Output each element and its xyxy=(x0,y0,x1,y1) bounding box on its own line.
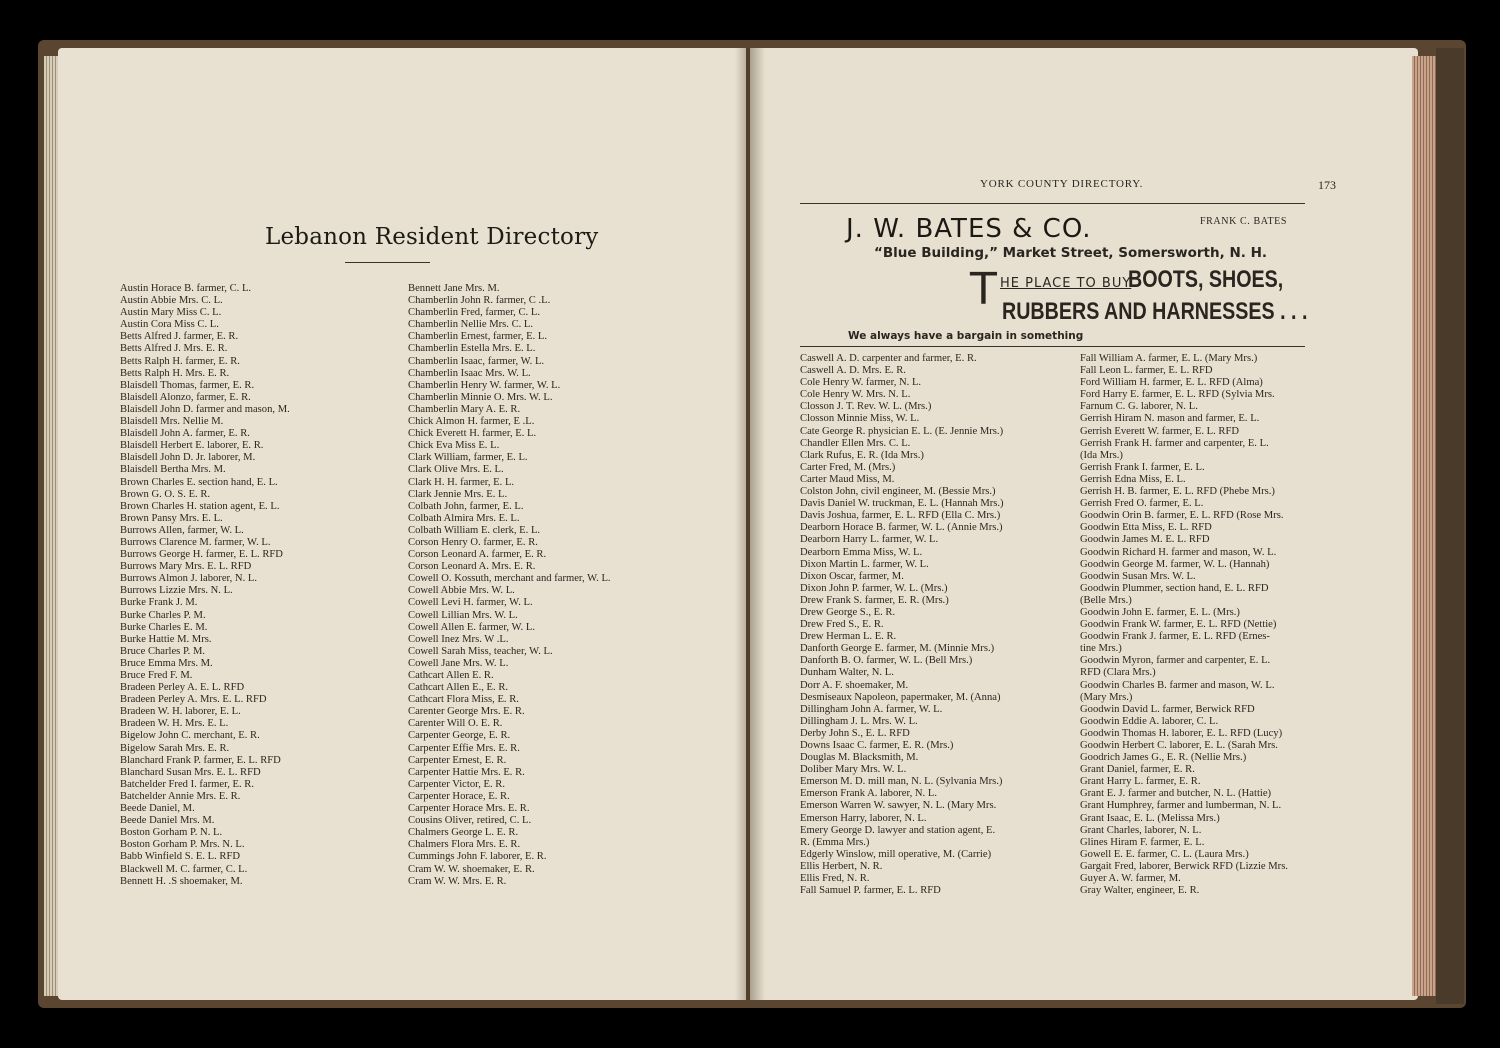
ad-rule xyxy=(800,346,1305,347)
header-rule xyxy=(800,203,1305,204)
ad-company-name: J. W. BATES & CO. xyxy=(846,214,1092,244)
directory-entry: Cole Henry W. farmer, N. L. xyxy=(800,377,922,389)
directory-entry: Grant Charles, laborer, N. L. xyxy=(1080,824,1202,836)
directory-entry: Cowell O. Kossuth, merchant and farmer, W. L. xyxy=(408,573,611,585)
directory-entry: Goodwin Orin B. farmer, E. L. RFD (Rose Mrs. xyxy=(1080,510,1284,522)
directory-entry: Gowell E. E. farmer, C. L. (Laura Mrs.) xyxy=(1080,848,1249,860)
directory-entry: Ford William H. farmer, E. L. RFD (Alma) xyxy=(1080,377,1263,389)
directory-entry: Goodwin David L. farmer, Berwick RFD xyxy=(1080,703,1255,715)
directory-entry: Blaisdell Mrs. Nellie M. xyxy=(120,416,224,428)
directory-entry: Austin Mary Miss C. L. xyxy=(120,307,222,319)
directory-entry: Chamberlin Mary A. E. R. xyxy=(408,403,521,415)
directory-entry: Gerrish Frank I. farmer, E. L. xyxy=(1080,461,1205,473)
directory-entry: Drew George S., E. R. xyxy=(800,606,896,618)
directory-entry: Drew Fred S., E. R. xyxy=(800,619,884,631)
directory-entry: Dixon Martin L. farmer, W. L. xyxy=(800,558,929,570)
directory-entry: Douglas M. Blacksmith, M. xyxy=(800,752,919,764)
directory-entry: Dearborn Harry L. farmer, W. L. xyxy=(800,534,939,546)
directory-entry: Bradeen Perley A. Mrs. E. L. RFD xyxy=(120,694,267,706)
directory-entry: Goodwin James M. E. L. RFD xyxy=(1080,534,1210,546)
directory-entry: Betts Alfred J. Mrs. E. R. xyxy=(120,343,228,355)
directory-entry: Clark Jennie Mrs. E. L. xyxy=(408,488,508,500)
directory-entry: Fall Samuel P. farmer, E. L. RFD xyxy=(800,885,941,897)
directory-entry: Burke Charles E. M. xyxy=(120,621,208,633)
directory-entry: Brown Charles H. station agent, E. L. xyxy=(120,500,280,512)
directory-entry: Austin Cora Miss C. L. xyxy=(120,319,219,331)
directory-entry: Burke Charles P. M. xyxy=(120,609,206,621)
directory-entry: Bradeen W. H. Mrs. E. L. xyxy=(120,718,229,730)
directory-entry: Chalmers George L. E. R. xyxy=(408,827,519,839)
directory-entry: Corson Henry O. farmer, E. R. xyxy=(408,536,538,548)
directory-entry: Davis Daniel W. truckman, E. L. (Hannah Mrs.) xyxy=(800,498,1004,510)
directory-entry: Goodwin Etta Miss, E. L. RFD xyxy=(1080,522,1212,534)
ad-tagline: We always have a bargain in something xyxy=(848,330,1084,342)
directory-entry: Chamberlin John R. farmer, C .L. xyxy=(408,295,551,307)
directory-entry: Bennett Jane Mrs. M. xyxy=(408,283,500,294)
directory-entry: Caswell A. D. Mrs. E. R. xyxy=(800,365,906,377)
directory-entry: Burke Frank J. M. xyxy=(120,597,198,609)
directory-entry: Goodwin Susan Mrs. W. L. xyxy=(1080,570,1196,582)
directory-entry: Emerson Harry, laborer, N. L. xyxy=(800,812,927,824)
directory-entry: Cummings John F. laborer, E. R. xyxy=(408,851,547,863)
directory-entry: Carpenter Ernest, E. R. xyxy=(408,754,507,766)
directory-entry: Clark Olive Mrs. E. L. xyxy=(408,464,504,476)
directory-entry: Goodwin Plummer, section hand, E. L. RFD xyxy=(1080,582,1269,594)
directory-entry: Cathcart Allen E., E. R. xyxy=(408,682,509,694)
directory-entry: Blanchard Susan Mrs. E. L. RFD xyxy=(120,766,261,778)
directory-entry: Gerrish H. B. farmer, E. L. RFD (Phebe Mrs.) xyxy=(1080,486,1275,498)
directory-entry: Goodwin Charles B. farmer and mason, W. L. xyxy=(1080,679,1275,691)
directory-entry: (Mary Mrs.) xyxy=(1080,691,1133,703)
directory-entry: Batchelder Annie Mrs. E. R. xyxy=(120,790,241,802)
directory-entry: Cowell Sarah Miss, teacher, W. L. xyxy=(408,645,553,657)
directory-entry: Goodrich James G., E. R. (Nellie Mrs.) xyxy=(1080,752,1247,764)
directory-entry: Danforth George E. farmer, M. (Minnie Mrs.) xyxy=(800,643,995,655)
directory-entry: Blackwell M. C. farmer, C. L. xyxy=(120,863,248,875)
directory-entry: Emerson M. D. mill man, N. L. (Sylvania Mrs.) xyxy=(800,776,1003,788)
directory-entry: Bigelow Sarah Mrs. E. R. xyxy=(120,742,230,754)
directory-entry: Brown Pansy Mrs. E. L. xyxy=(120,512,223,524)
directory-entry: Cathcart Allen E. R. xyxy=(408,670,494,681)
directory-entry: Emery George D. lawyer and station agent, E. xyxy=(800,824,996,836)
directory-entry: Danforth B. O. farmer, W. L. (Bell Mrs.) xyxy=(800,655,973,667)
directory-entry: Burke Hattie M. Mrs. xyxy=(120,633,212,645)
directory-entry: Gerrish Fred O. farmer, E. L. xyxy=(1080,498,1204,510)
directory-entry: Carenter Will O. E. R. xyxy=(408,718,503,730)
directory-entry: Goodwin George M. farmer, W. L. (Hannah) xyxy=(1080,558,1270,570)
directory-entry: Cole Henry W. Mrs. N. L. xyxy=(800,389,911,401)
directory-entry: Clark William, farmer, E. L. xyxy=(408,452,528,464)
directory-entry: Bennett H. .S shoemaker, M. xyxy=(120,875,243,887)
directory-entry: Blaisdell John D. Jr. laborer, M. xyxy=(120,452,256,464)
directory-entry: Desmiseaux Napoleon, papermaker, M. (Anna) xyxy=(800,691,1001,703)
page-number: 173 xyxy=(1318,178,1336,192)
directory-entry: Chamberlin Nellie Mrs. C. L. xyxy=(408,319,534,331)
directory-entry: Cousins Oliver, retired, C. L. xyxy=(408,815,532,827)
directory-entry: Chamberlin Henry W. farmer, W. L. xyxy=(408,379,561,391)
directory-entry: Closson J. T. Rev. W. L. (Mrs.) xyxy=(800,401,932,413)
directory-entry: Austin Abbie Mrs. C. L. xyxy=(120,295,223,307)
directory-entry: Corson Leonard A. Mrs. E. R. xyxy=(408,561,536,573)
directory-entry: Brown G. O. S. E. R. xyxy=(120,488,211,500)
directory-entry: Drew Herman L. E. R. xyxy=(800,631,897,643)
directory-entry: Austin Horace B. farmer, C. L. xyxy=(120,283,252,294)
directory-entry: Blaisdell John D. farmer and mason, M. xyxy=(120,403,290,415)
book-gutter xyxy=(735,48,765,1000)
directory-entry: Goodwin Herbert C. laborer, E. L. (Sarah Mrs. xyxy=(1080,740,1278,751)
directory-entry: Cowell Jane Mrs. W. L. xyxy=(408,657,509,669)
right-cover-edge xyxy=(1436,48,1464,1004)
directory-entry: Ellis Fred, N. R. xyxy=(800,873,870,885)
directory-column-a xyxy=(120,283,290,888)
directory-entry: Bruce Fred F. M. xyxy=(120,670,193,681)
directory-entry: Betts Alfred J. farmer, E. R. xyxy=(120,331,239,343)
ad-line1-big: BOOTS, SHOES, xyxy=(1128,266,1284,293)
directory-entry: Clark Rufus, E. R. (Ida Mrs.) xyxy=(800,449,924,461)
directory-entry: Goodwin John E. farmer, E. L. (Mrs.) xyxy=(1080,606,1240,618)
directory-entry: Gerrish Edna Miss, E. L. xyxy=(1080,473,1186,485)
directory-entry: Beede Daniel, M. xyxy=(120,803,195,815)
directory-entry: Betts Ralph H. farmer, E. R. xyxy=(120,355,240,367)
directory-entry: tine Mrs.) xyxy=(1080,643,1122,655)
directory-column-c xyxy=(800,353,1004,897)
directory-entry: Chamberlin Fred, farmer, C. L. xyxy=(408,307,540,319)
directory-entry: Emerson Frank A. laborer, N. L. xyxy=(800,788,937,800)
directory-entry: Caswell A. D. carpenter and farmer, E. R. xyxy=(800,353,977,364)
directory-entry: Cowell Abbie Mrs. W. L. xyxy=(408,585,515,597)
directory-entry: Chamberlin Estella Mrs. E. L. xyxy=(408,343,536,355)
directory-entry: Goodwin Frank W. farmer, E. L. RFD (Nettie) xyxy=(1080,619,1277,631)
directory-entry: Cowell Inez Mrs. W .L. xyxy=(408,633,509,645)
directory-entry: Bruce Emma Mrs. M. xyxy=(120,657,213,669)
ad-address: “Blue Building,” Market Street, Somersworth, N. H. xyxy=(874,245,1267,261)
directory-entry: Gerrish Frank H. farmer and carpenter, E. L. xyxy=(1080,437,1269,449)
directory-entry: Chalmers Flora Mrs. E. R. xyxy=(408,839,521,851)
directory-entry: Dillingham John A. farmer, W. L. xyxy=(800,703,943,715)
directory-entry: Gerrish Everett W. farmer, E. L. RFD xyxy=(1080,425,1240,437)
directory-entry: Fall Leon L. farmer, E. L. RFD xyxy=(1080,365,1213,377)
directory-entry: Goodwin Thomas H. laborer, E. L. RFD (Lucy) xyxy=(1080,727,1283,739)
directory-entry: Burrows Almon J. laborer, N. L. xyxy=(120,573,257,585)
directory-entry: Beede Daniel Mrs. M. xyxy=(120,815,215,827)
directory-entry: Goodwin Eddie A. laborer, C. L. xyxy=(1080,715,1219,727)
directory-column-d xyxy=(1080,353,1288,897)
right-page-edges xyxy=(1412,56,1436,996)
directory-entry: Drew Frank S. farmer, E. R. (Mrs.) xyxy=(800,594,949,606)
directory-entry: Chamberlin Isaac Mrs. W. L. xyxy=(408,367,531,379)
directory-entry: Derby John S., E. L. RFD xyxy=(800,727,910,739)
directory-entry: Grant Humphrey, farmer and lumberman, N. L. xyxy=(1080,800,1282,812)
directory-entry: Gerrish Hiram N. mason and farmer, E. L. xyxy=(1080,413,1260,425)
ad-line2: RUBBERS AND HARNESSES . . . xyxy=(1002,298,1308,325)
directory-entry: (Belle Mrs.) xyxy=(1080,594,1132,606)
page-title: Lebanon Resident Directory xyxy=(265,224,599,250)
directory-entry: Clark H. H. farmer, E. L. xyxy=(408,476,515,488)
directory-entry: Dixon Oscar, farmer, M. xyxy=(800,570,904,582)
directory-entry: Colbath William E. clerk, E. L. xyxy=(408,524,541,536)
directory-entry: Goodwin Richard H. farmer and mason, W. L. xyxy=(1080,546,1277,558)
directory-entry: Burrows Mary Mrs. E. L. RFD xyxy=(120,561,252,573)
directory-entry: Blanchard Frank P. farmer, E. L. RFD xyxy=(120,754,281,766)
directory-entry: Carpenter Horace, E. R. xyxy=(408,790,510,802)
directory-entry: Bigelow John C. merchant, E. R. xyxy=(120,730,260,742)
directory-entry: Boston Gorham P. N. L. xyxy=(120,827,223,839)
directory-column-b xyxy=(408,283,611,888)
directory-entry: Betts Ralph H. Mrs. E. R. xyxy=(120,367,230,379)
directory-entry: Chick Eva Miss E. L. xyxy=(408,440,500,452)
directory-entry: Colbath Almira Mrs. E. L. xyxy=(408,512,520,524)
directory-entry: Carter Fred, M. (Mrs.) xyxy=(800,461,896,473)
directory-entry: Gargait Fred, laborer, Berwick RFD (Lizzie Mrs. xyxy=(1080,860,1288,872)
directory-entry: Babb Winfield S. E. L. RFD xyxy=(120,851,241,863)
directory-entry: Carpenter George, E. R. xyxy=(408,730,511,742)
directory-entry: Cathcart Flora Miss, E. R. xyxy=(408,694,519,706)
directory-entry: Bruce Charles P. M. xyxy=(120,645,206,657)
directory-entry: Farnum C. G. laborer, N. L. xyxy=(1080,401,1198,413)
directory-entry: Blaisdell Herbert E. laborer, E. R. xyxy=(120,440,264,452)
directory-entry: Carpenter Effie Mrs. E. R. xyxy=(408,742,520,754)
directory-entry: Closson Minnie Miss, W. L. xyxy=(800,413,920,425)
directory-entry: Brown Charles E. section hand, E. L. xyxy=(120,476,278,488)
ad-initial-letter: T xyxy=(970,264,997,315)
directory-entry: Goodwin Frank J. farmer, E. L. RFD (Ernes- xyxy=(1080,631,1270,643)
directory-entry: Dorr A. F. shoemaker, M. xyxy=(800,679,909,691)
directory-entry: Chamberlin Minnie O. Mrs. W. L. xyxy=(408,391,553,403)
directory-entry: Blaisdell Bertha Mrs. M. xyxy=(120,464,226,476)
directory-entry: Ford Harry E. farmer, E. L. RFD (Sylvia Mrs. xyxy=(1080,389,1275,401)
directory-entry: Chamberlin Isaac, farmer, W. L. xyxy=(408,355,545,367)
directory-entry: Burrows George H. farmer, E. L. RFD xyxy=(120,549,283,561)
directory-entry: Carter Maud Miss, M. xyxy=(800,473,895,485)
directory-entry: Fall William A. farmer, E. L. (Mary Mrs.) xyxy=(1080,353,1258,364)
directory-entry: Chick Almon H. farmer, E .L. xyxy=(408,416,535,428)
directory-entry: Carpenter Horace Mrs. E. R. xyxy=(408,803,530,815)
directory-entry: Cram W. W. Mrs. E. R. xyxy=(408,875,507,887)
directory-entry: Colbath John, farmer, E. L. xyxy=(408,500,524,512)
directory-entry: Cram W. W. shoemaker, E. R. xyxy=(408,863,535,875)
directory-entry: Emerson Warren W. sawyer, N. L. (Mary Mrs. xyxy=(800,800,997,812)
directory-entry: Dearborn Emma Miss, W. L. xyxy=(800,546,923,558)
directory-entry: Grant Harry L. farmer, E. R. xyxy=(1080,776,1201,788)
directory-entry: Dixon John P. farmer, W. L. (Mrs.) xyxy=(800,582,948,594)
directory-entry: Gray Walter, engineer, E. R. xyxy=(1080,885,1200,897)
directory-entry: Doliber Mary Mrs. W. L. xyxy=(800,764,907,776)
directory-entry: Chandler Ellen Mrs. C. L. xyxy=(800,437,911,449)
directory-entry: Cowell Allen E. farmer, W. L. xyxy=(408,621,535,633)
directory-entry: Bradeen W. H. laborer, E. L. xyxy=(120,706,241,718)
directory-entry: Cowell Levi H. farmer, W. L. xyxy=(408,597,533,609)
directory-entry: Burrows Lizzie Mrs. N. L. xyxy=(120,585,233,597)
directory-entry: Goodwin Myron, farmer and carpenter, E. L. xyxy=(1080,655,1271,667)
running-head: YORK COUNTY DIRECTORY. xyxy=(980,178,1144,190)
directory-entry: R. (Emma Mrs.) xyxy=(800,836,870,848)
directory-entry: Boston Gorham P. Mrs. N. L. xyxy=(120,839,245,851)
directory-entry: Carenter George Mrs. E. R. xyxy=(408,706,525,718)
directory-entry: Burrows Clarence M. farmer, W. L. xyxy=(120,536,271,548)
directory-entry: Colston John, civil engineer, M. (Bessie Mrs.) xyxy=(800,486,996,498)
directory-entry: Blaisdell Alonzo, farmer, E. R. xyxy=(120,391,251,403)
directory-entry: RFD (Clara Mrs.) xyxy=(1080,667,1156,679)
directory-entry: Dunham Walter, N. L. xyxy=(800,667,894,679)
directory-entry: Grant E. J. farmer and butcher, N. L. (Hattie) xyxy=(1080,788,1272,800)
directory-entry: Carpenter Victor, E. R. xyxy=(408,778,506,790)
directory-entry: Cowell Lillian Mrs. W. L. xyxy=(408,609,518,621)
directory-entry: Dillingham J. L. Mrs. W. L. xyxy=(800,715,918,727)
directory-entry: Corson Leonard A. farmer, E. R. xyxy=(408,549,547,561)
directory-entry: Blaisdell Thomas, farmer, E. R. xyxy=(120,379,255,391)
ad-line1-small: HE PLACE TO BUY xyxy=(1000,276,1132,291)
directory-entry: Dearborn Horace B. farmer, W. L. (Annie Mrs.) xyxy=(800,522,1003,534)
directory-entry: Edgerly Winslow, mill operative, M. (Carrie) xyxy=(800,848,992,860)
directory-entry: Davis Joshua, farmer, E. L. RFD (Ella C. Mrs.) xyxy=(800,510,1001,522)
directory-entry: Ellis Herbert, N. R. xyxy=(800,860,883,872)
directory-entry: Batchelder Fred I. farmer, E. R. xyxy=(120,778,255,790)
directory-entry: Blaisdell John A. farmer, E. R. xyxy=(120,428,250,440)
directory-entry: Carpenter Hattie Mrs. E. R. xyxy=(408,766,525,778)
directory-entry: (Ida Mrs.) xyxy=(1080,449,1123,461)
directory-entry: Cate George R. physician E. L. (E. Jennie Mrs.) xyxy=(800,425,1004,437)
directory-entry: Grant Daniel, farmer, E. R. xyxy=(1080,764,1195,776)
directory-entry: Guyer A. W. farmer, M. xyxy=(1080,873,1181,885)
directory-entry: Chamberlin Ernest, farmer, E. L. xyxy=(408,331,548,343)
directory-entry: Bradeen Perley A. E. L. RFD xyxy=(120,682,245,694)
directory-entry: Chick Everett H. farmer, E. L. xyxy=(408,428,537,440)
title-rule xyxy=(345,262,430,263)
directory-entry: Burrows Allen, farmer, W. L. xyxy=(120,524,244,536)
directory-entry: Downs Isaac C. farmer, E. R. (Mrs.) xyxy=(800,740,954,751)
directory-entry: Glines Hiram F. farmer, E. L. xyxy=(1080,836,1205,848)
directory-entry: Grant Isaac, E. L. (Melissa Mrs.) xyxy=(1080,812,1220,824)
ad-proprietor: FRANK C. BATES xyxy=(1200,216,1288,227)
